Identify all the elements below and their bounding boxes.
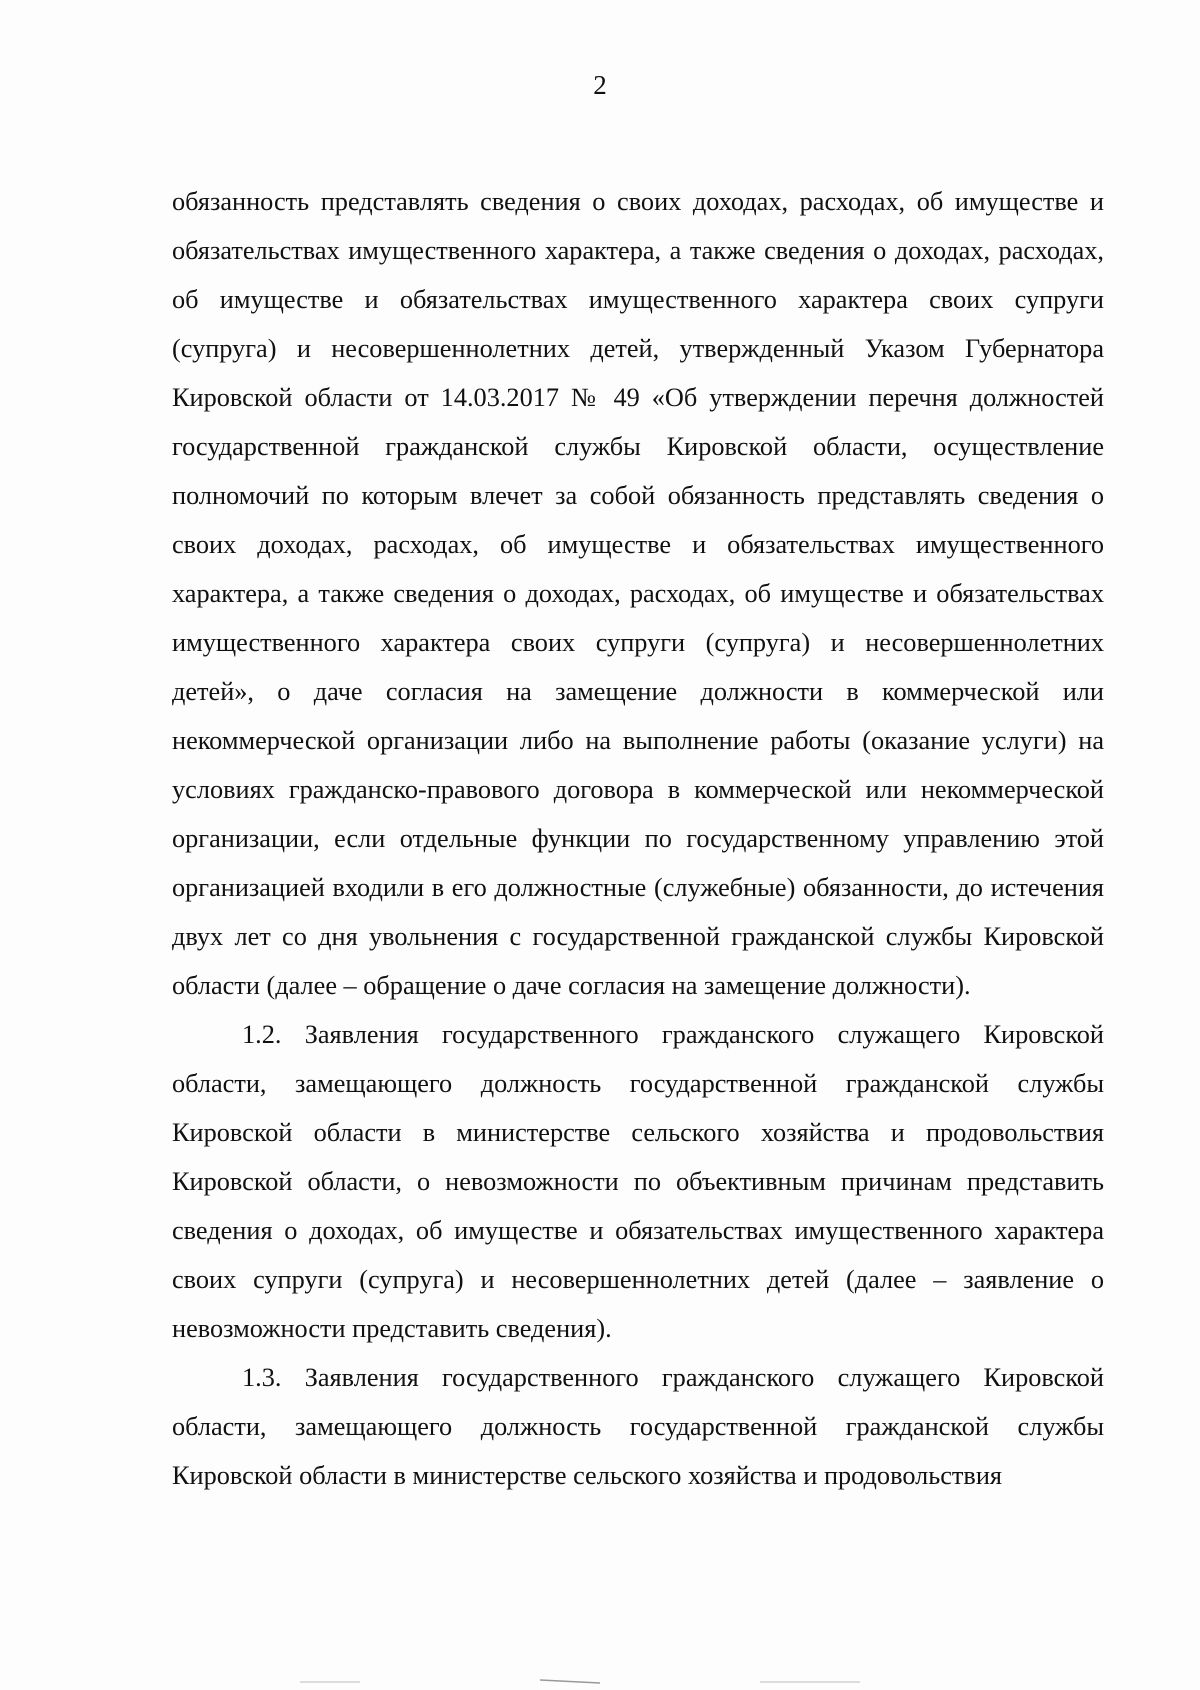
paragraph-continuation: обязанность представлять сведения о своих доходах, расходах, об имуществе и обязательствах имущественного характера, а также сведения о доходах, расходах, об имуществе и обязательствах имущественного характера своих супруги (супруга) и несовершеннолетних детей, утвержденный Указом Губернатора Кировской области от 14.03.2017 № 49 «Об утверждении перечня должностей государственной гражданской службы Кировской области, осуществление полномочий по которым влечет за собой обязанность представлять сведения о своих доходах, расходах, об имуществе и обязательствах имущественного характера, а также сведения о доходах, расходах, об имуществе и обязательствах имущественного характера своих супруги (супруга) и несовершеннолетних детей», о даче согласия на замещение должности в коммерческой или некоммерческой организации либо на выполнение работы (оказание услуги) на условиях гражданско-правового договора в коммерческой или некоммерческой организации, если отдельные функции по государственному управлению этой организацией входили в его должностные (служебные) обязанности, до истечения двух лет со дня увольнения с государственной гражданской службы Кировской области (далее – обращение о даче согласия на замещение должности). bbox=[172, 187, 1104, 1000]
paragraph-1-3: 1.3. Заявления государственного гражданского служащего Кировской области, замещающего должность государственной гражданской службы Кировской области в министерстве сельского хозяйства и продовольствия bbox=[172, 1363, 1104, 1490]
page-number: 2 bbox=[593, 70, 607, 100]
scan-artifact-line bbox=[0, 1674, 1200, 1690]
document-body bbox=[172, 177, 1104, 1500]
paragraph-1-2: 1.2. Заявления государственного гражданского служащего Кировской области, замещающего должность государственной гражданской службы Кировской области в министерстве сельского хозяйства и продовольствия Кировской области, о невозможности по объективным причинам представить сведения о доходах, об имуществе и обязательствах имущественного характера своих супруги (супруга) и несовершеннолетних детей (далее – заявление о невозможности представить сведения). bbox=[172, 1020, 1104, 1343]
